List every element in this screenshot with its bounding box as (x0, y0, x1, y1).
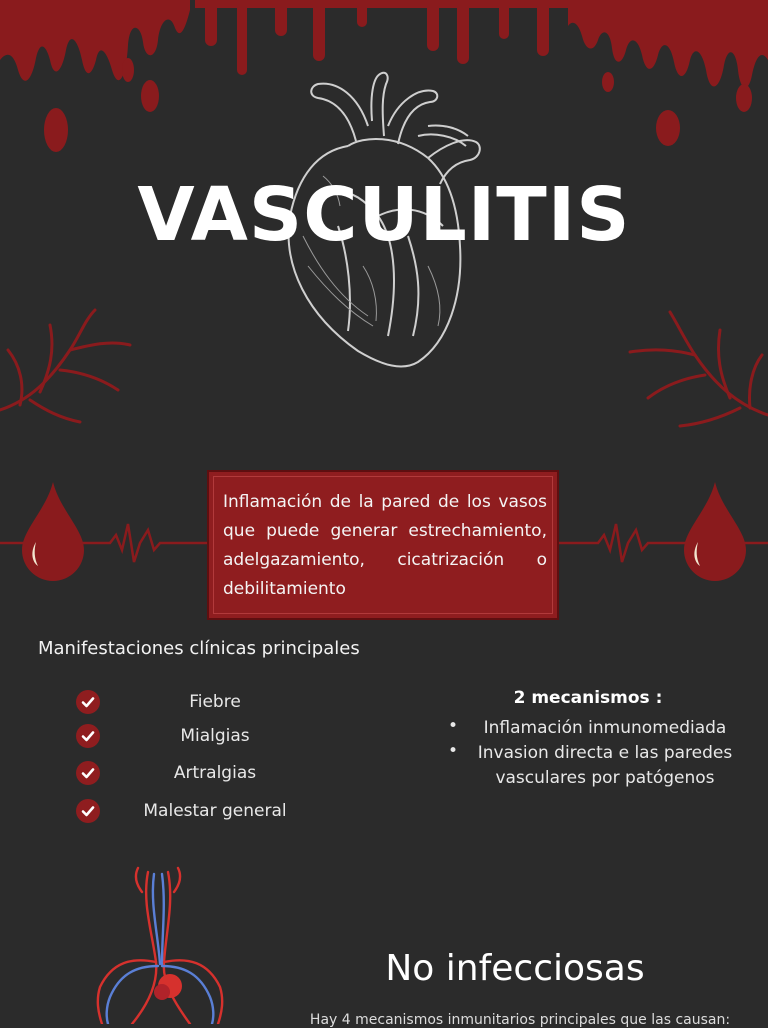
page-title: VASCULITIS (137, 172, 631, 258)
blood-drop-left-icon (20, 480, 86, 582)
bullet-icon: • (448, 716, 459, 736)
blood-drop-right-icon (682, 480, 748, 582)
check-circle-icon (76, 724, 100, 748)
vein-branch-right-decoration (620, 300, 768, 435)
check-circle-icon (76, 761, 100, 785)
manifestation-label: Artralgias (173, 763, 257, 783)
mechanism-text: Inflamación inmunomediada (483, 718, 727, 738)
manifestations-heading: Manifestaciones clínicas principales (38, 638, 360, 659)
bullet-icon: • (448, 741, 459, 761)
manifestation-label: Malestar general (143, 801, 287, 821)
manifestation-label: Mialgias (180, 726, 250, 746)
non-infectious-subtext: Hay 4 mecanismos inmunitarios principales que las causan: (309, 1012, 731, 1028)
vein-branch-left-decoration (0, 300, 140, 430)
manifestation-item (76, 722, 336, 750)
manifestation-item (76, 797, 336, 825)
check-circle-icon (76, 690, 100, 714)
check-circle-icon (76, 799, 100, 823)
definition-box (207, 470, 559, 620)
manifestation-item (76, 759, 336, 787)
blood-drip-left-decoration (0, 0, 200, 160)
mechanism-text: Invasion directa e las paredes vasculares por patógenos (477, 743, 733, 788)
blood-drip-right-decoration (568, 0, 768, 160)
mechanisms-heading: 2 mecanismos : (513, 688, 663, 708)
non-infectious-heading: No infecciosas (385, 948, 645, 989)
definition-text: Inflamación de la pared de los vasos que puede generar estrechamiento, adelgazamiento, cicatrización o debilitamiento (223, 492, 547, 599)
circulatory-system-illustration (92, 862, 232, 1024)
manifestation-item (76, 688, 336, 716)
manifestation-label: Fiebre (189, 692, 241, 712)
